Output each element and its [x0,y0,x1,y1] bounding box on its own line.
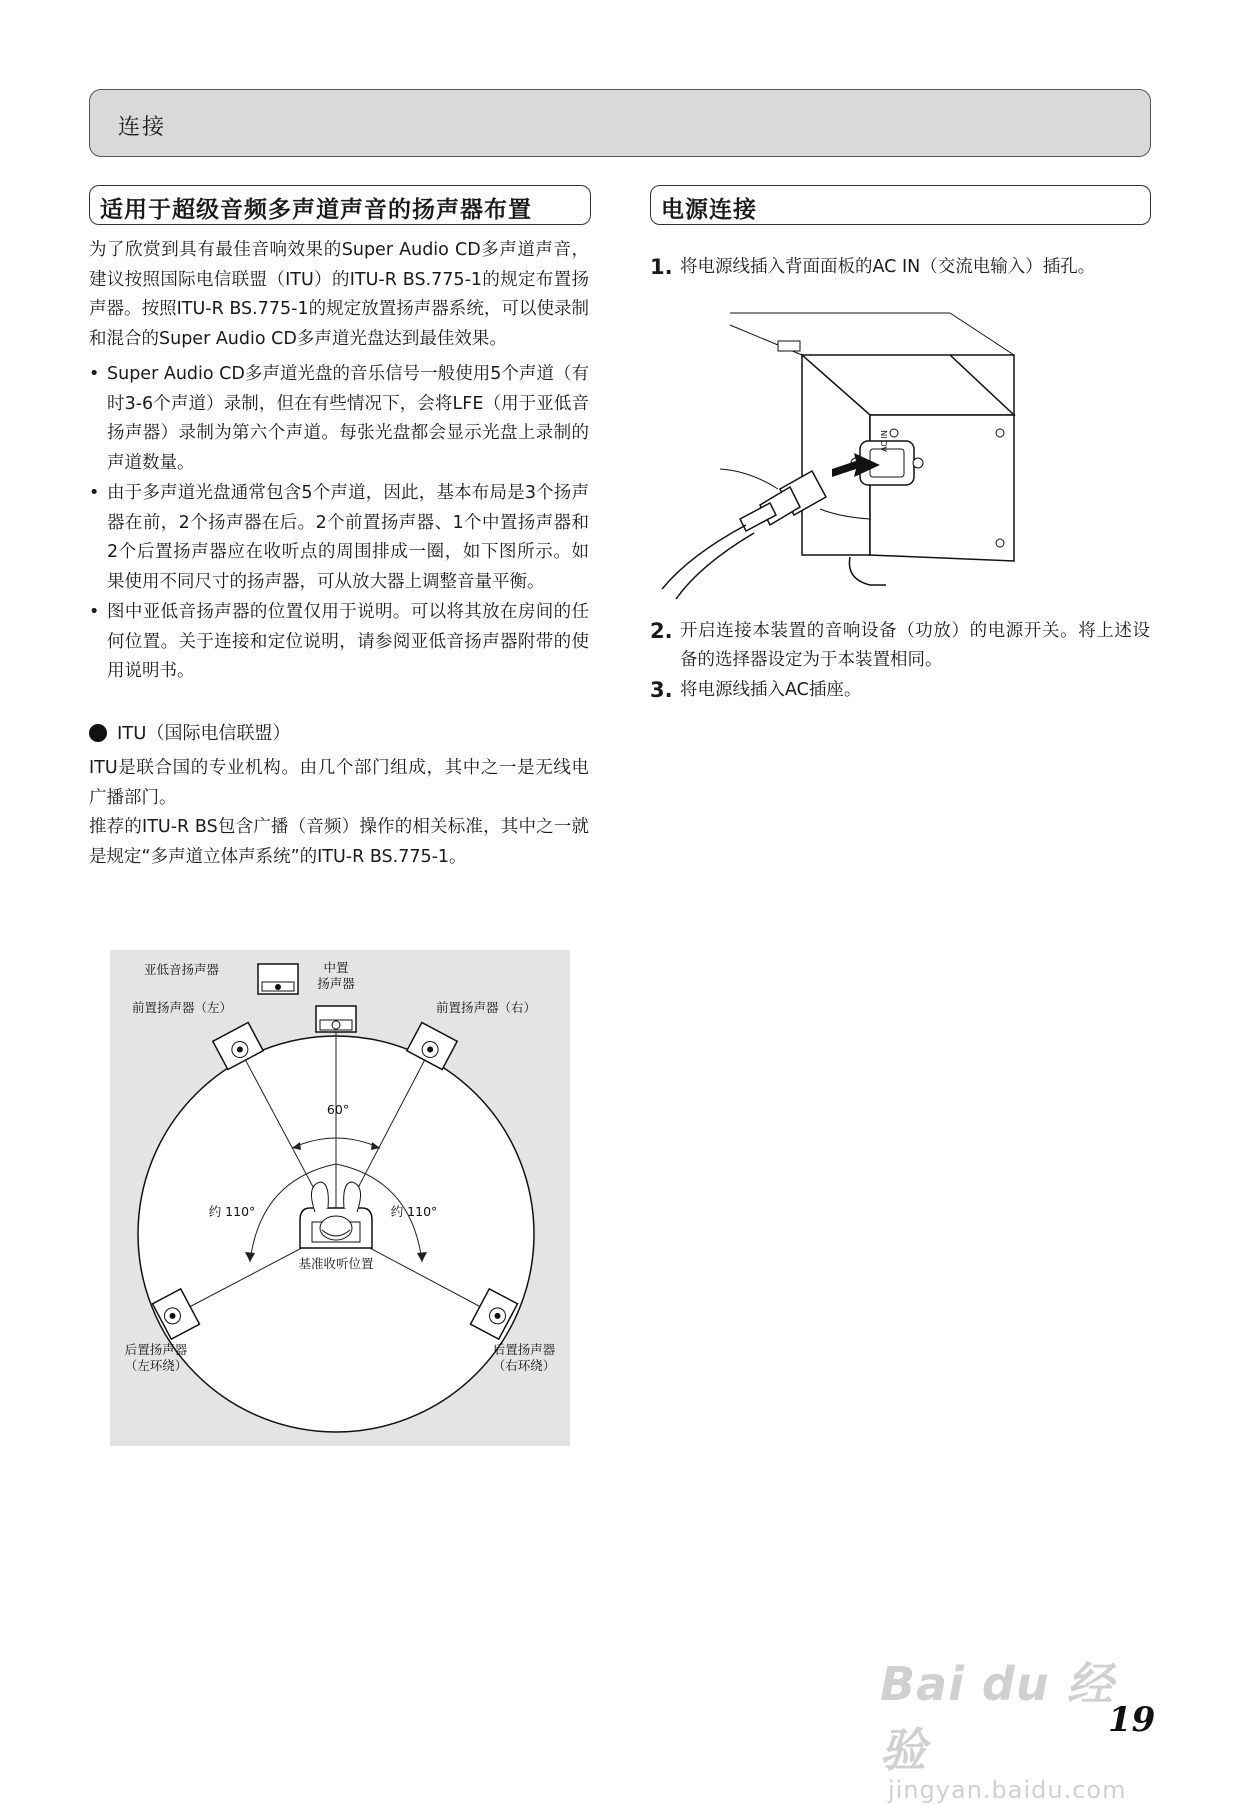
speaker-layout-diagram [110,950,570,1446]
right-angle-label: 约 110° [390,1204,438,1219]
center-speaker [316,1006,356,1032]
section-header-title: 连接 [118,115,167,140]
bullet-item: • Super Audio CD多声道光盘的音乐信号一般使用5个声道（有时3-6个声道）录制，但在有些情况下，会将LFE（用于亚低音扬声器）录制为第六个声道。每张光盘都会显示光盘上录制的声道数量。 [89,360,589,478]
step-number: 2. [650,618,673,643]
bullet-item: • 由于多声道光盘通常包含5个声道，因此，基本布局是3个扬声器在前，2个扬声器在后。2个前置扬声器、1个中置扬声器和2个后置扬声器应在收听点的周围排成一圈，如下图所示。如果使用不同尺寸的扬声器，可从放大器上调整音量平衡。 [89,479,589,597]
rear-right-label-line2: （右环绕） [492,1358,556,1373]
itu-paragraph: 推荐的ITU-R BS包含广播（音频）操作的相关标准，其中之一就是规定“多声道立体声系统”的ITU-R BS.775-1。 [89,817,589,867]
rear-right-label-line1: 后置扬声器 [492,1342,556,1357]
ac-inlet-illustration [650,293,1150,603]
watermark-url: jingyan.baidu.com [888,1776,1127,1804]
itu-paragraph: ITU是联合国的专业机构。由几个部门组成，其中之一是无线电广播部门。 [89,758,589,808]
ac-in-label: AC IN [880,429,889,452]
speaker-placement-title: 适用于超级音频多声道声音的扬声器布置 [89,185,591,225]
center-label-line2: 扬声器 [317,976,355,991]
step-number: 3. [650,677,673,702]
page-number: 19 [1108,1700,1156,1740]
power-cable [662,525,746,589]
left-angle-label: 约 110° [208,1204,256,1219]
speaker-layout-svg [110,950,570,1446]
step-number: 1. [650,255,673,279]
center-label-line1: 中置 [323,960,349,975]
subwoofer-label: 亚低音扬声器 [144,962,220,977]
intro-paragraph: 为了欣赏到具有最佳音响效果的Super Audio CD多声道声音，建议按照国际电信联盟（ITU）的ITU-R BS.775-1的规定布置扬声器。按照ITU-R BS.775-1的规定放置扬声器系统，可以使录制和混合的Super Audio CD多声道光盘达到最佳效果。 [89,240,589,349]
speaker-placement-column [89,236,589,872]
bullet-list [89,360,589,687]
step-text: 将电源线插入AC插座。 [680,679,862,700]
step-item [650,676,1150,706]
front-right-label: 前置扬声器（右） [436,1000,537,1015]
itu-heading [89,719,589,749]
itu-heading-text: ITU（国际电信联盟） [117,722,291,744]
listening-position-label: 基准收听位置 [298,1256,374,1271]
section-header-bar [89,89,1151,157]
bullet-dot-icon [89,724,107,742]
subwoofer-speaker [258,964,298,994]
rear-left-label-line1: 后置扬声器 [124,1342,188,1357]
step-item [650,617,1150,676]
power-connection-title: 电源连接 [650,185,1151,225]
step-item [650,253,1150,283]
rear-left-label-line2: （左环绕） [124,1358,188,1373]
step-text: 开启连接本装置的音响设备（功放）的电源开关。将上述设备的选择器设定为于本装置相同。 [680,620,1150,670]
front-left-label: 前置扬声器（左） [132,1000,233,1015]
ac-inlet-svg [650,293,1150,603]
bullet-item: • 图中亚低音扬声器的位置仅用于说明。可以将其放在房间的任何位置。关于连接和定位说明，请参阅亚低音扬声器附带的使用说明书。 [89,598,589,687]
watermark-logo-text: Bai du 经验 [880,1657,1114,1777]
power-connection-column [650,253,1150,705]
step-text: 将电源线插入背面面板的AC IN（交流电输入）插孔。 [680,257,1096,277]
front-angle-label: 60° [326,1102,350,1117]
